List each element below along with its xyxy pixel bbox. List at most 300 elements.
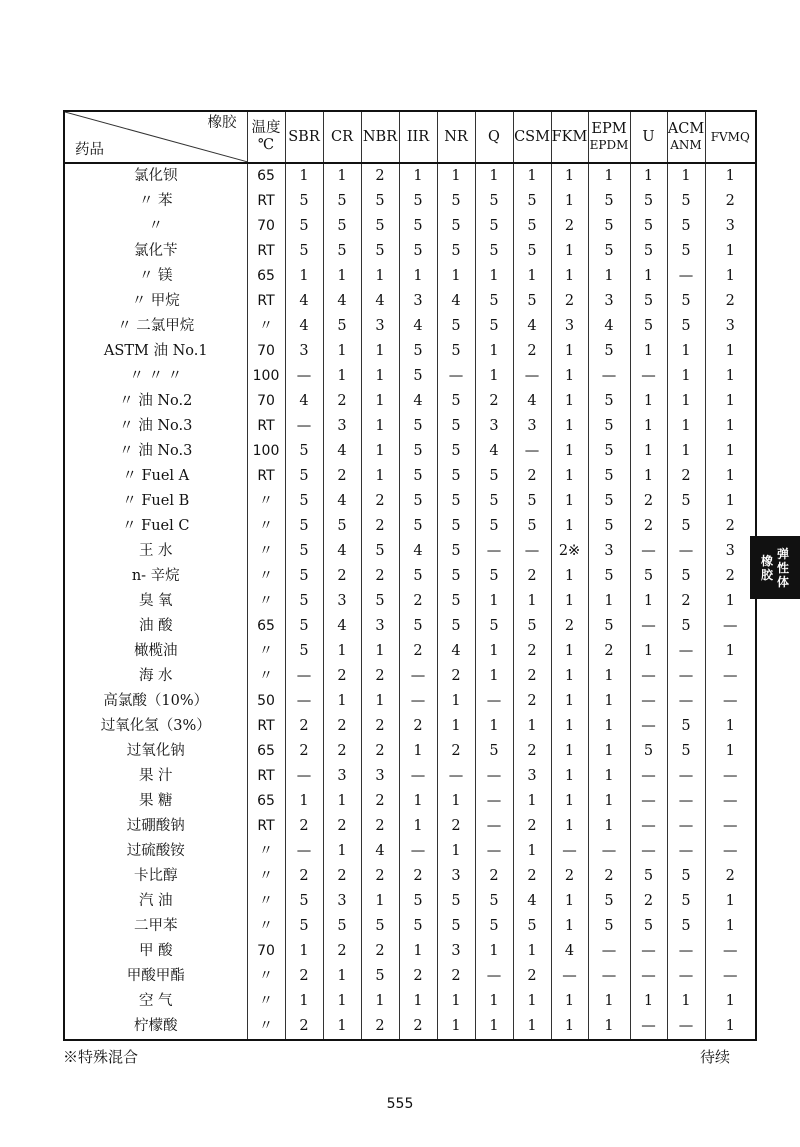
table-row (64, 489, 756, 514)
rating-cell: 2 (285, 714, 323, 739)
rating-cell: 2 (513, 339, 551, 364)
rating-cell: 2 (705, 514, 756, 539)
rating-cell: 5 (437, 414, 475, 439)
rating-cell: 5 (588, 339, 630, 364)
rating-cell: 5 (475, 489, 513, 514)
rating-cell: 1 (361, 464, 399, 489)
temperature-cell: 〃 (247, 564, 285, 589)
rating-cell: 1 (437, 789, 475, 814)
side-tab-column-1 (761, 554, 773, 582)
rating-cell: 5 (323, 914, 361, 939)
rating-cell: 2 (323, 664, 361, 689)
side-tab-column-2 (777, 547, 789, 589)
rubber-column-label: FKM (551, 128, 588, 145)
rating-cell: 3 (705, 314, 756, 339)
rating-cell: — (667, 939, 705, 964)
table-row (64, 589, 756, 614)
rating-cell: 1 (705, 364, 756, 389)
rating-cell: 5 (630, 189, 667, 214)
rating-cell: 4 (285, 314, 323, 339)
temperature-cell: 〃 (247, 489, 285, 514)
rating-cell: 2 (399, 864, 437, 889)
special-mix-note: ※特殊混合 (63, 1048, 139, 1066)
rating-cell: 5 (285, 514, 323, 539)
chemical-name-cell: 汽 油 (64, 889, 247, 914)
table-row (64, 414, 756, 439)
chemical-name-cell: 甲 酸 (64, 939, 247, 964)
rating-cell: 2 (551, 214, 588, 239)
rating-cell: 1 (588, 739, 630, 764)
chemical-name-cell: 〃 甲烷 (64, 289, 247, 314)
rating-cell: 2 (361, 864, 399, 889)
rating-cell: 1 (551, 389, 588, 414)
temperature-cell: 〃 (247, 639, 285, 664)
rating-cell: 5 (323, 214, 361, 239)
temperature-cell: 50 (247, 689, 285, 714)
rating-cell: 2 (323, 564, 361, 589)
temperature-cell: RT (247, 239, 285, 264)
rating-cell: — (475, 764, 513, 789)
table-row (64, 189, 756, 214)
temperature-cell: RT (247, 764, 285, 789)
rating-cell: 2 (513, 664, 551, 689)
side-tab-char: 橡 (760, 553, 773, 568)
rating-cell: 5 (630, 214, 667, 239)
rating-cell: — (667, 964, 705, 989)
chemical-name-cell: 过硫酸铵 (64, 839, 247, 864)
rating-cell: 2 (323, 814, 361, 839)
rating-cell: 5 (630, 914, 667, 939)
chemical-name-cell: 空 气 (64, 989, 247, 1014)
rating-cell: 1 (323, 264, 361, 289)
rating-cell: 2 (667, 589, 705, 614)
table-row (64, 939, 756, 964)
rubber-column-header (285, 111, 323, 163)
table-row (64, 163, 756, 189)
rubber-column-label: FVMQ (710, 129, 750, 144)
temperature-cell: 〃 (247, 989, 285, 1014)
rating-cell: 5 (588, 889, 630, 914)
chemical-name-cell: 〃 (64, 214, 247, 239)
rating-cell: 5 (513, 614, 551, 639)
rating-cell: 1 (588, 1014, 630, 1040)
rating-cell: 5 (667, 189, 705, 214)
rating-cell: 1 (285, 163, 323, 189)
chemical-name-cell: 二甲苯 (64, 914, 247, 939)
temperature-cell: 〃 (247, 839, 285, 864)
table-row (64, 214, 756, 239)
rubber-column-sublabel: EPDM (589, 138, 629, 152)
rating-cell: 1 (588, 664, 630, 689)
chemical-name-cell: ASTM 油 No.1 (64, 339, 247, 364)
rating-cell: 5 (588, 214, 630, 239)
rating-cell: 3 (437, 864, 475, 889)
side-tab-char: 胶 (760, 567, 773, 582)
temperature-cell: 65 (247, 163, 285, 189)
rating-cell: 5 (285, 589, 323, 614)
rating-cell: — (513, 364, 551, 389)
rating-cell: 2 (323, 939, 361, 964)
rating-cell: 1 (323, 364, 361, 389)
rating-cell: 4 (588, 314, 630, 339)
rating-cell: — (588, 364, 630, 389)
rating-cell: 4 (513, 389, 551, 414)
temperature-cell: RT (247, 464, 285, 489)
rating-cell: 5 (588, 914, 630, 939)
rating-cell: 2 (361, 489, 399, 514)
rating-cell: 5 (667, 739, 705, 764)
rating-cell: — (630, 1014, 667, 1040)
rating-cell: 1 (513, 1014, 551, 1040)
rating-cell: 1 (361, 989, 399, 1014)
rating-cell: 5 (437, 589, 475, 614)
rating-cell: 2 (323, 389, 361, 414)
rating-cell: 1 (475, 264, 513, 289)
rating-cell: 1 (513, 789, 551, 814)
temperature-cell: 〃 (247, 589, 285, 614)
rating-cell: 1 (630, 464, 667, 489)
rubber-column-header (705, 111, 756, 163)
table-row (64, 839, 756, 864)
rubber-column-header (513, 111, 551, 163)
rating-cell: — (437, 764, 475, 789)
rating-cell: 2 (285, 864, 323, 889)
rating-cell: 1 (551, 163, 588, 189)
table-row (64, 264, 756, 289)
rubber-column-header (588, 111, 630, 163)
rating-cell: — (475, 839, 513, 864)
rating-cell: 5 (667, 714, 705, 739)
table-row (64, 364, 756, 389)
rating-cell: — (513, 539, 551, 564)
rating-cell: 1 (667, 389, 705, 414)
rubber-column-header (551, 111, 588, 163)
rating-cell: 5 (361, 914, 399, 939)
rating-cell: 1 (705, 639, 756, 664)
rating-cell: 3 (513, 414, 551, 439)
rating-cell: 5 (437, 189, 475, 214)
chemical-name-cell: 卡比醇 (64, 864, 247, 889)
rating-cell: 2 (705, 564, 756, 589)
rating-cell: — (630, 839, 667, 864)
temperature-label: 温度 (251, 120, 281, 136)
rating-cell: — (630, 789, 667, 814)
rating-cell: 1 (323, 339, 361, 364)
temperature-cell: RT (247, 414, 285, 439)
table-row (64, 539, 756, 564)
rating-cell: — (475, 689, 513, 714)
table-row (64, 764, 756, 789)
rating-cell: 5 (667, 214, 705, 239)
chemical-name-cell: 过氧化钠 (64, 739, 247, 764)
rating-cell: 2 (513, 689, 551, 714)
rating-cell: 1 (551, 414, 588, 439)
rating-cell: 5 (361, 589, 399, 614)
table-row (64, 389, 756, 414)
table-row (64, 564, 756, 589)
table-row (64, 514, 756, 539)
rating-cell: — (630, 814, 667, 839)
rating-cell: 5 (630, 314, 667, 339)
rating-cell: 5 (361, 239, 399, 264)
rating-cell: 5 (285, 539, 323, 564)
rating-cell: 2 (323, 714, 361, 739)
rating-cell: 1 (551, 639, 588, 664)
rating-cell: 2 (513, 964, 551, 989)
rubber-column-sublabel: ANM (670, 138, 702, 152)
temperature-cell: 70 (247, 214, 285, 239)
rating-cell: — (667, 689, 705, 714)
rating-cell: 1 (588, 789, 630, 814)
rating-cell: 3 (705, 539, 756, 564)
rating-cell: 1 (437, 989, 475, 1014)
rating-cell: 5 (588, 189, 630, 214)
table-row (64, 639, 756, 664)
rubber-column-header (667, 111, 705, 163)
rating-cell: 2 (437, 814, 475, 839)
temperature-cell: 70 (247, 389, 285, 414)
rating-cell: 5 (285, 614, 323, 639)
rating-cell: 1 (630, 264, 667, 289)
rating-cell: 2 (361, 564, 399, 589)
rating-cell: 5 (630, 739, 667, 764)
rating-cell: 3 (588, 289, 630, 314)
rating-cell: 2 (437, 664, 475, 689)
rating-cell: 4 (323, 614, 361, 639)
rating-cell: 1 (705, 989, 756, 1014)
rating-cell: — (630, 764, 667, 789)
table-row (64, 439, 756, 464)
rating-cell: 2 (285, 814, 323, 839)
rating-cell: 5 (513, 914, 551, 939)
rating-cell: 5 (475, 564, 513, 589)
rating-cell: 1 (588, 264, 630, 289)
table-row (64, 914, 756, 939)
rating-cell: 5 (475, 464, 513, 489)
rating-cell: 5 (437, 539, 475, 564)
rubber-column-header (630, 111, 667, 163)
rating-cell: 5 (588, 239, 630, 264)
rating-cell: 5 (361, 539, 399, 564)
rating-cell: 1 (630, 414, 667, 439)
rating-cell: 1 (551, 689, 588, 714)
rating-cell: 1 (551, 714, 588, 739)
rating-cell: 2 (361, 939, 399, 964)
rating-cell: — (630, 539, 667, 564)
rating-cell: 1 (551, 239, 588, 264)
chemical-name-cell: 〃 Fuel C (64, 514, 247, 539)
rating-cell: 5 (513, 214, 551, 239)
rating-cell: 1 (630, 389, 667, 414)
rating-cell: — (667, 839, 705, 864)
table-row (64, 614, 756, 639)
rating-cell: 5 (437, 489, 475, 514)
rating-cell: 2 (399, 589, 437, 614)
rating-cell: 1 (475, 589, 513, 614)
rating-cell: 5 (323, 314, 361, 339)
rating-cell: 5 (285, 914, 323, 939)
table-row (64, 964, 756, 989)
table-row (64, 989, 756, 1014)
chemical-name-cell: 橄榄油 (64, 639, 247, 664)
rating-cell: 4 (513, 889, 551, 914)
rubber-column-label: Q (488, 128, 500, 145)
temperature-cell: RT (247, 289, 285, 314)
chemical-name-cell: 甲酸甲酯 (64, 964, 247, 989)
rating-cell: 3 (285, 339, 323, 364)
rating-cell: — (705, 964, 756, 989)
chemical-name-cell: 臭 氧 (64, 589, 247, 614)
rating-cell: 5 (630, 864, 667, 889)
rating-cell: — (437, 364, 475, 389)
rating-cell: 1 (588, 689, 630, 714)
rating-cell: 2 (399, 714, 437, 739)
rating-cell: — (399, 764, 437, 789)
table-row (64, 289, 756, 314)
rating-cell: 1 (551, 739, 588, 764)
rating-cell: 1 (588, 589, 630, 614)
rating-cell: 1 (475, 364, 513, 389)
rating-cell: — (630, 614, 667, 639)
rating-cell: 2 (361, 714, 399, 739)
rating-cell: — (667, 764, 705, 789)
rating-cell: — (667, 814, 705, 839)
rating-cell: 1 (705, 414, 756, 439)
rating-cell: 1 (323, 964, 361, 989)
chemical-name-cell: 〃 二氯甲烷 (64, 314, 247, 339)
rating-cell: 5 (399, 464, 437, 489)
rating-cell: 5 (475, 614, 513, 639)
rating-cell: 5 (437, 439, 475, 464)
rating-cell: 1 (513, 264, 551, 289)
rating-cell: 1 (705, 439, 756, 464)
temperature-cell: 65 (247, 264, 285, 289)
rating-cell: 1 (323, 789, 361, 814)
rating-cell: 2 (513, 864, 551, 889)
rating-cell: 1 (667, 339, 705, 364)
temperature-cell: 〃 (247, 514, 285, 539)
rating-cell: 3 (323, 764, 361, 789)
rating-cell: — (630, 714, 667, 739)
rating-cell: 5 (437, 339, 475, 364)
rating-cell: 5 (588, 439, 630, 464)
rating-cell: 1 (437, 1014, 475, 1040)
rating-cell: 2 (323, 864, 361, 889)
rating-cell: 4 (285, 289, 323, 314)
rating-cell: — (630, 664, 667, 689)
rating-cell: 1 (399, 163, 437, 189)
rating-cell: 1 (630, 589, 667, 614)
chemical-name-cell: 〃 油 No.3 (64, 414, 247, 439)
rating-cell: 5 (285, 239, 323, 264)
rating-cell: 2 (323, 464, 361, 489)
chemical-name-cell: 〃 Fuel B (64, 489, 247, 514)
rating-cell: 1 (475, 714, 513, 739)
rating-cell: 1 (513, 589, 551, 614)
rating-cell: 5 (399, 489, 437, 514)
temperature-cell: 〃 (247, 664, 285, 689)
rating-cell: 1 (551, 489, 588, 514)
rating-cell: 1 (588, 714, 630, 739)
rating-cell: 1 (399, 264, 437, 289)
rating-cell: 1 (513, 989, 551, 1014)
rating-cell: 1 (667, 439, 705, 464)
rating-cell: 5 (513, 239, 551, 264)
rating-cell: 3 (475, 414, 513, 439)
rating-cell: 1 (705, 239, 756, 264)
rating-cell: 1 (551, 439, 588, 464)
rating-cell: 4 (323, 489, 361, 514)
rating-cell: 1 (667, 989, 705, 1014)
rating-cell: 1 (705, 163, 756, 189)
rating-cell: 5 (437, 464, 475, 489)
rating-cell: 1 (437, 839, 475, 864)
chemical-name-cell: 果 糖 (64, 789, 247, 814)
rating-cell: 5 (667, 514, 705, 539)
rating-cell: 1 (399, 789, 437, 814)
rating-cell: 1 (705, 489, 756, 514)
rating-cell: 5 (323, 189, 361, 214)
rating-cell: 1 (551, 464, 588, 489)
rating-cell: 1 (323, 689, 361, 714)
rating-cell: — (705, 664, 756, 689)
rating-cell: 1 (475, 163, 513, 189)
rating-cell: 5 (667, 289, 705, 314)
rating-cell: 3 (323, 589, 361, 614)
rating-cell: 1 (551, 789, 588, 814)
rating-cell: 5 (475, 239, 513, 264)
rating-cell: 2※ (551, 539, 588, 564)
temperature-header (247, 111, 285, 163)
rating-cell: 5 (399, 414, 437, 439)
rating-cell: 5 (399, 189, 437, 214)
rubber-column-label: CSM (514, 128, 550, 145)
rating-cell: 5 (361, 964, 399, 989)
rating-cell: 5 (399, 364, 437, 389)
side-tab-char: 体 (777, 574, 790, 589)
rating-cell: 1 (475, 339, 513, 364)
rating-cell: 5 (361, 189, 399, 214)
rating-cell: 1 (551, 589, 588, 614)
rating-cell: 1 (475, 639, 513, 664)
section-side-tab (750, 536, 800, 599)
rating-cell: — (667, 264, 705, 289)
rating-cell: 1 (551, 564, 588, 589)
chemical-name-cell: 过氧化氢（3%） (64, 714, 247, 739)
rating-cell: 2 (361, 814, 399, 839)
rating-cell: 1 (588, 163, 630, 189)
rating-cell: — (705, 789, 756, 814)
rating-cell: — (551, 839, 588, 864)
rating-cell: — (588, 839, 630, 864)
rating-cell: 1 (323, 639, 361, 664)
rating-cell: 1 (630, 439, 667, 464)
rating-cell: 1 (588, 814, 630, 839)
table-row (64, 714, 756, 739)
rating-cell: 2 (361, 514, 399, 539)
rating-cell: 1 (361, 414, 399, 439)
temperature-cell: 〃 (247, 314, 285, 339)
rating-cell: — (667, 789, 705, 814)
temperature-cell: RT (247, 189, 285, 214)
temperature-unit: ℃ (257, 137, 275, 153)
rubber-column-label: NR (444, 128, 468, 145)
chemical-resistance-table (63, 110, 757, 1041)
rating-cell: 5 (399, 889, 437, 914)
rating-cell: 2 (361, 1014, 399, 1040)
rating-cell: 2 (630, 514, 667, 539)
rating-cell: — (705, 814, 756, 839)
